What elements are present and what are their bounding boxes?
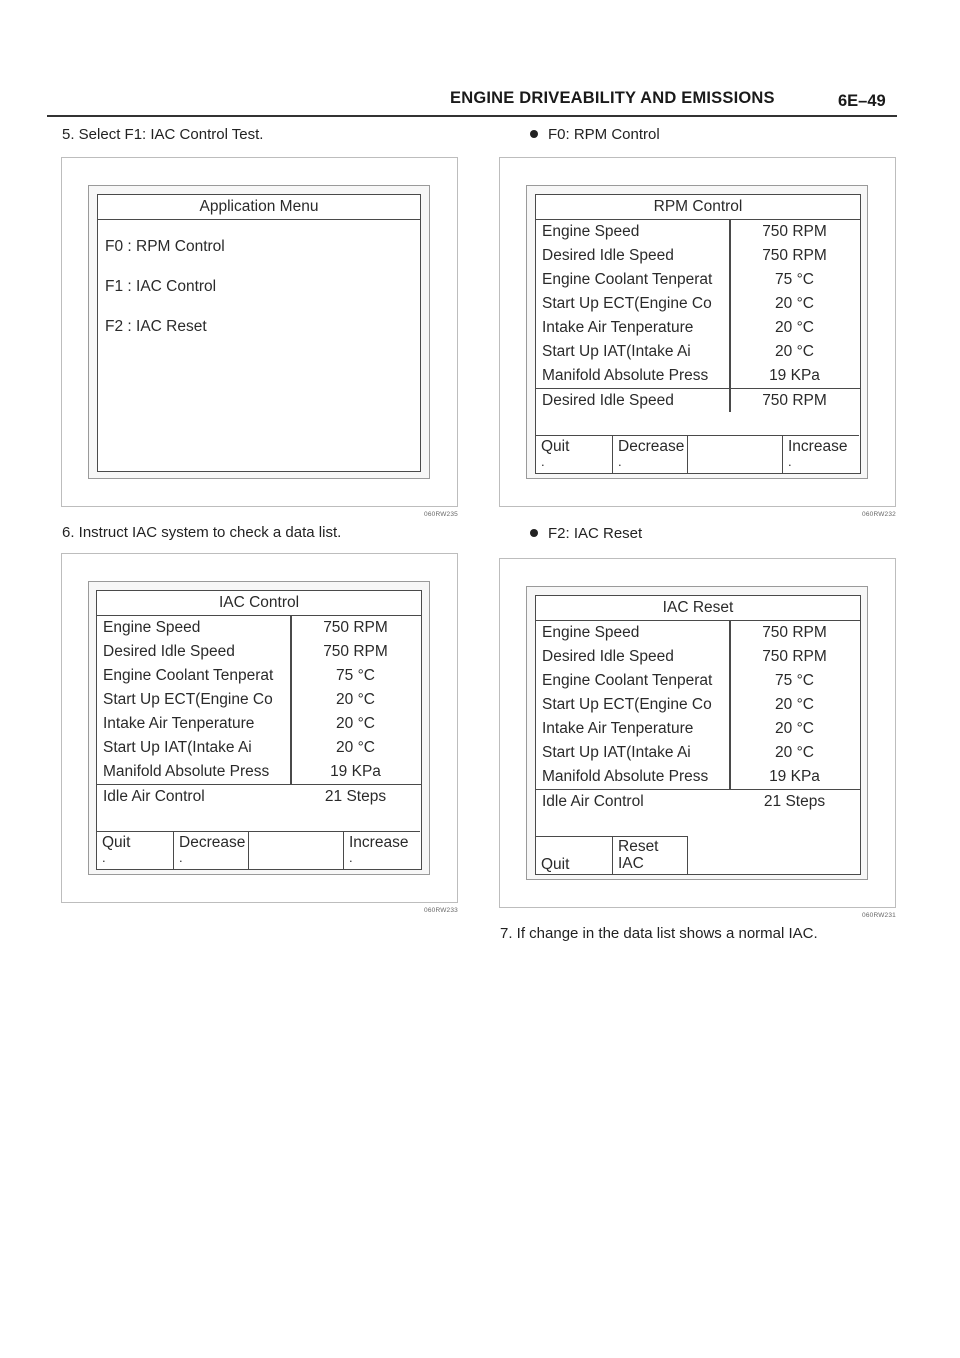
softkey-bar xyxy=(536,435,860,473)
param-label: Desired Idle Speed xyxy=(542,247,674,264)
param-value: 75 °C xyxy=(336,667,375,684)
selected-param-value: 21 Steps xyxy=(763,793,826,810)
quit-button[interactable]: Quit . xyxy=(536,435,613,473)
selected-param-label: Idle Air Control xyxy=(103,788,205,805)
selected-param-value: 21 Steps xyxy=(324,788,387,805)
data-row xyxy=(536,645,860,669)
param-label: Manifold Absolute Press xyxy=(542,367,709,384)
empty-softkey xyxy=(249,831,344,869)
scan-tool-screen xyxy=(526,185,868,479)
param-label: Desired Idle Speed xyxy=(542,648,674,665)
param-value: 20 °C xyxy=(336,739,375,756)
param-value: 750 RPM xyxy=(762,624,827,641)
param-value: 20 °C xyxy=(775,295,814,312)
iac-reset-panel xyxy=(535,595,861,875)
param-label: Start Up ECT(Engine Co xyxy=(542,696,712,713)
param-label: Manifold Absolute Press xyxy=(542,768,709,785)
param-label: Manifold Absolute Press xyxy=(103,763,270,780)
step-5-text: 5. Select F1: IAC Control Test. xyxy=(62,126,264,143)
data-row xyxy=(536,364,860,388)
data-row xyxy=(536,669,860,693)
column-divider xyxy=(729,220,731,412)
scan-tool-screen xyxy=(88,581,430,875)
param-label: Intake Air Tenperature xyxy=(103,715,255,732)
param-label: Engine Coolant Tenperat xyxy=(542,672,713,689)
scan-tool-screen xyxy=(526,586,868,880)
data-row xyxy=(97,712,421,736)
param-value: 750 RPM xyxy=(762,247,827,264)
param-label: Engine Speed xyxy=(542,624,640,641)
param-value: 20 °C xyxy=(336,691,375,708)
increase-button[interactable]: Increase . xyxy=(783,435,859,473)
softkey-bar xyxy=(97,831,421,869)
iac-control-title: IAC Control xyxy=(97,591,421,616)
figure-iac-reset xyxy=(499,558,896,908)
reset-iac-button[interactable]: Reset IAC xyxy=(613,836,688,874)
bullet-f2: F2: IAC Reset xyxy=(530,525,642,542)
data-row xyxy=(536,292,860,316)
selected-param-label: Desired Idle Speed xyxy=(542,392,674,409)
param-value: 20 °C xyxy=(775,720,814,737)
data-row xyxy=(97,640,421,664)
data-list xyxy=(97,616,421,809)
quit-button[interactable]: Quit . xyxy=(97,831,174,869)
param-label: Start Up ECT(Engine Co xyxy=(103,691,273,708)
data-row xyxy=(536,340,860,364)
param-value: 750 RPM xyxy=(762,648,827,665)
param-value: 750 RPM xyxy=(323,643,388,660)
application-menu-title: Application Menu xyxy=(98,195,420,220)
data-list xyxy=(536,220,860,413)
param-label: Engine Speed xyxy=(542,223,640,240)
step-6-text: 6. Instruct IAC system to check a data list. xyxy=(62,524,342,541)
data-list xyxy=(536,621,860,814)
quit-button[interactable]: Quit xyxy=(536,836,613,874)
menu-item-f1[interactable]: F1 : IAC Control xyxy=(105,278,217,295)
bullet-icon xyxy=(530,130,538,138)
iac-reset-title: IAC Reset xyxy=(536,596,860,621)
page-number: 6E–49 xyxy=(838,92,886,110)
selected-param-label: Idle Air Control xyxy=(542,793,644,810)
bullet-f0: F0: RPM Control xyxy=(530,126,660,143)
data-row xyxy=(97,736,421,760)
scan-tool-screen xyxy=(88,185,430,479)
param-value: 750 RPM xyxy=(762,223,827,240)
data-row xyxy=(536,693,860,717)
selected-param-value: 750 RPM xyxy=(762,392,827,409)
param-value: 19 KPa xyxy=(769,768,820,785)
param-label: Desired Idle Speed xyxy=(103,643,235,660)
param-value: 75 °C xyxy=(775,271,814,288)
bullet-icon xyxy=(530,529,538,537)
param-label: Engine Coolant Tenperat xyxy=(542,271,713,288)
param-value: 19 KPa xyxy=(330,763,381,780)
column-divider xyxy=(290,616,292,784)
rpm-control-panel xyxy=(535,194,861,474)
param-value: 20 °C xyxy=(775,343,814,360)
param-label: Start Up IAT(Intake Ai xyxy=(542,343,691,360)
data-row xyxy=(536,741,860,765)
figure-code: 060RW233 xyxy=(424,907,459,914)
figure-code: 060RW232 xyxy=(862,511,897,518)
menu-item-f2[interactable]: F2 : IAC Reset xyxy=(105,318,207,335)
figure-rpm-control xyxy=(499,157,896,507)
param-value: 75 °C xyxy=(775,672,814,689)
increase-button[interactable]: Increase . xyxy=(344,831,420,869)
decrease-button[interactable]: Decrease . xyxy=(174,831,249,869)
param-label: Start Up ECT(Engine Co xyxy=(542,295,712,312)
param-value: 20 °C xyxy=(775,319,814,336)
figure-code: 060RW235 xyxy=(424,511,459,518)
iac-control-panel xyxy=(96,590,422,870)
data-row xyxy=(536,244,860,268)
softkey-bar xyxy=(536,836,860,874)
page-header-title: ENGINE DRIVEABILITY AND EMISSIONS xyxy=(450,89,775,107)
data-row xyxy=(536,765,860,789)
param-value: 20 °C xyxy=(336,715,375,732)
application-menu-panel xyxy=(97,194,421,472)
data-row xyxy=(97,688,421,712)
param-label: Intake Air Tenperature xyxy=(542,319,694,336)
figure-application-menu xyxy=(61,157,458,507)
param-value: 750 RPM xyxy=(323,619,388,636)
selected-param-row xyxy=(97,784,421,809)
data-row xyxy=(536,621,860,645)
param-label: Intake Air Tenperature xyxy=(542,720,694,737)
figure-code: 060RW231 xyxy=(862,912,897,919)
data-row xyxy=(536,220,860,244)
data-row xyxy=(536,268,860,292)
param-value: 20 °C xyxy=(775,744,814,761)
param-label: Start Up IAT(Intake Ai xyxy=(542,744,691,761)
param-label: Engine Speed xyxy=(103,619,201,636)
data-row xyxy=(97,760,421,784)
empty-softkey xyxy=(688,435,783,473)
selected-param-row xyxy=(536,388,860,413)
data-row xyxy=(536,316,860,340)
data-row xyxy=(536,717,860,741)
menu-list xyxy=(98,227,420,347)
figure-iac-control xyxy=(61,553,458,903)
header-divider xyxy=(47,115,897,117)
selected-param-row xyxy=(536,789,860,814)
decrease-button[interactable]: Decrease . xyxy=(613,435,688,473)
param-value: 20 °C xyxy=(775,696,814,713)
step-7-text: 7. If change in the data list shows a normal IAC. xyxy=(500,925,818,942)
param-label: Engine Coolant Tenperat xyxy=(103,667,274,684)
data-row xyxy=(97,664,421,688)
menu-item-f0[interactable]: F0 : RPM Control xyxy=(105,238,225,255)
param-label: Start Up IAT(Intake Ai xyxy=(103,739,252,756)
column-divider xyxy=(729,621,731,789)
data-row xyxy=(97,616,421,640)
rpm-control-title: RPM Control xyxy=(536,195,860,220)
param-value: 19 KPa xyxy=(769,367,820,384)
